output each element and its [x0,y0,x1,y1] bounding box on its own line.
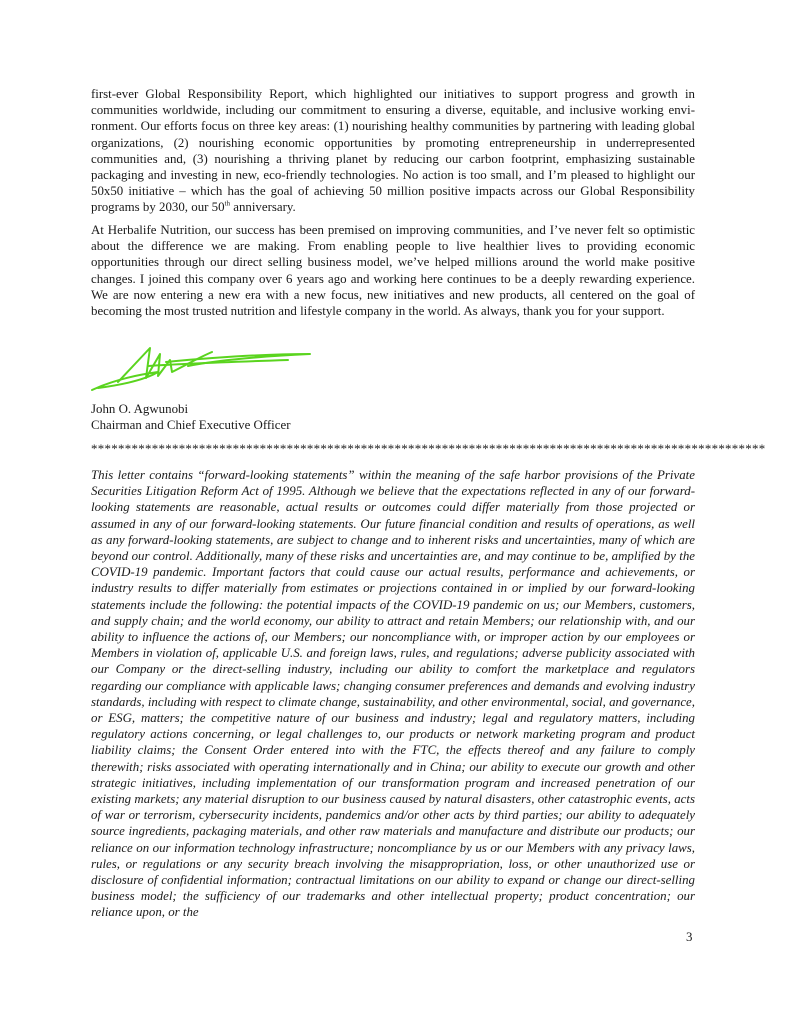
forward-looking-disclaimer: This letter contains “forward-looking statements” within the meaning of the safe harbor provisions of the Private Securities Litigation Reform Act of 1995. Although we believe that the expectations reflected in any of our forward-looking statements are reasonable, actual results or outcomes could differ materially from those projected or assumed in any of our forward-looking statements. Our future financial condition and results of operations, as well as any forward-looking statements, are subject to change and to inherent risks and uncertainties, many of which are beyond our control. Additionally, many of these risks and uncertainties are, and may continue to be, amplified by the COVID-19 pandemic. Important factors that could cause our actual results, performance and achievements, or industry results to differ materially from estimates or projections contained in or implied by our forward-looking statements include the following: the potential impacts of the COVID-19 pandemic on us; our Members, customers, and supply chain; and the world economy, our ability to attract and retain Members; our relationship with, and our ability to influence the actions of, our Members; our noncompliance with, or improper action by our employees or Members in violation of, applicable U.S. and foreign laws, rules, and regulations; adverse publicity associated with our Company or the direct-selling industry, including our ability to comfort the marketplace and regulators regarding our compliance with applicable laws; changing consumer preferences and demands and evolving industry standards, including with respect to climate change, sustainability, and other environmental, social, and governance, or ESG, matters; the competitive nature of our business and industry; legal and regulatory matters, including regulatory actions concerning, or legal challenges to, our products or network marketing program and product liability claims; the Consent Order entered into with the FTC, the effects thereof and any failure to comply therewith; risks associated with operating internationally and in China; our ability to execute our growth and other strategic initiatives, including implementation of our transformation program and increased penetration of our existing markets; any material disruption to our business caused by natural disasters, other catastrophic events, acts of war or terrorism, cybersecurity incidents, pandemics and/or other acts by third parties; our ability to adequately source ingredients, packaging materials, and other raw materials and manufacture and distribute our products; our reliance on our information technology infrastructure; noncompliance by us or our Members with any privacy laws, rules, or regulations or any security breach involving the misappropriation, loss, or other unauthorized use or disclosure of confidential information; contractual limitations on our ability to expand or change our direct-selling business model; the sufficiency of our trademarks and other intellectual property; product concentration; our reliance upon, or the [91,468,695,920]
letter-paragraph-1 [91,86,695,216]
signature-image [88,338,316,396]
separator-line: **************************************************************************************************** [91,442,766,456]
signer-name: John O. Agwunobi [91,402,189,416]
paragraph-1-text: first-ever Global Responsibility Report, which highlighted our initiatives to support progress and growth in communities worldwide, including our commitment to ensuring a diverse, equitable, and inclusive working environment. Our efforts focus on three key areas: (1) nourishing healthy communities by partnering with leading global organizations, (2) nourishing economic opportunities by promoting entrepreneurship in underrepresented communities and, (3) nourishing a thriving planet by reducing our carbon footprint, emphasizing sustainable packaging and investing in new, eco-friendly technologies. No action is too small, and I’m pleased to highlight our 50x50 initiative – which has the goal of achieving 50 million positive impacts across our Global Responsibility programs by 2030, our 50 [91,87,695,215]
page-number: 3 [686,930,693,944]
paragraph-1-text-end: anniversary. [230,200,296,215]
letter-paragraph-2: At Herbalife Nutrition, our success has been premised on improving communities, and I’ve never felt so optimistic about the difference we are making. From enabling people to live healthier lives to providing economic opportunities through our direct selling business model, we’ve helped millions around the world make positive changes. I joined this company over 6 years ago and working here continues to be a deeply rewarding experience. We are now entering a new era with a new focus, new initiatives and new products, all centered on the goal of becoming the most trusted nutrition and lifestyle company in the world. As always, thank you for your support. [91,223,695,319]
ordinal-superscript: th [224,200,230,209]
signer-title: Chairman and Chief Executive Officer [91,418,291,432]
